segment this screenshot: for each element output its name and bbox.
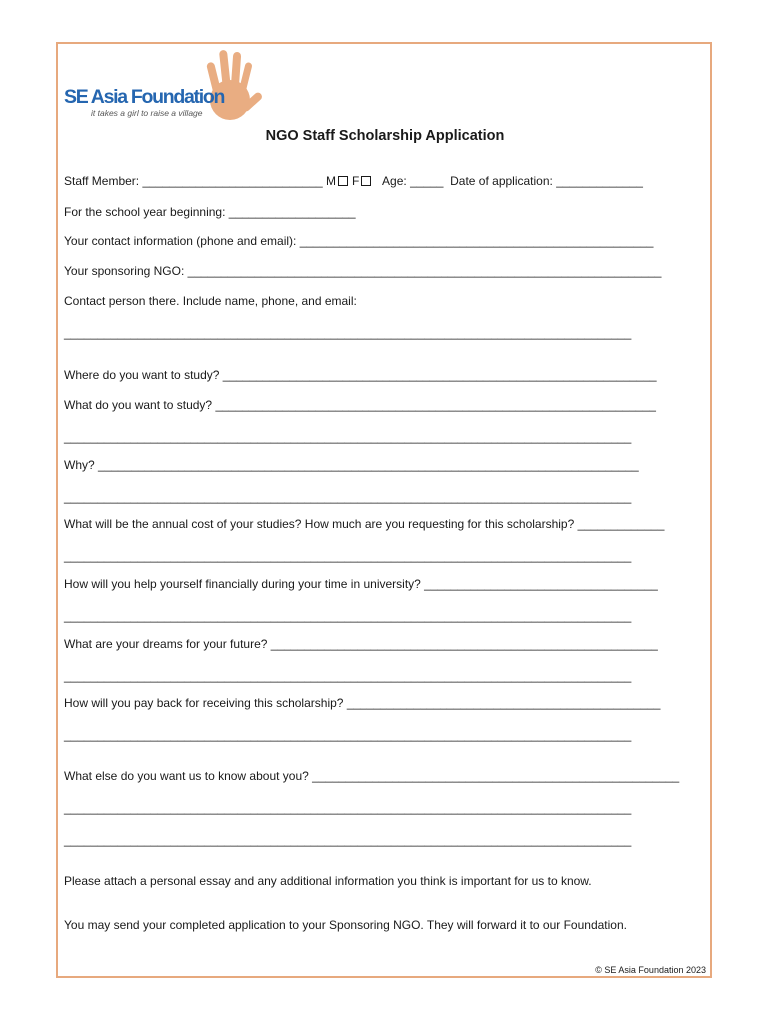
cost-field[interactable]: _____________ [577, 517, 665, 531]
dreams-label: What are your dreams for your future? [64, 637, 268, 651]
school-year-field[interactable]: ___________________ [228, 205, 356, 219]
dreams-row [64, 637, 658, 651]
male-checkbox[interactable] [338, 176, 348, 186]
male-label: M [326, 174, 337, 188]
page-title: NGO Staff Scholarship Application [265, 128, 505, 144]
what-field-2[interactable]: _____________________________________________________________________________________ [64, 430, 632, 444]
attach-note: Please attach a personal essay and any additional information you think is important for us to know. [64, 874, 592, 888]
ngo-field[interactable]: _______________________________________________________________________ [187, 264, 662, 278]
staff-member-field[interactable]: ___________________________ [142, 174, 323, 188]
org-tagline: it takes a girl to raise a village [91, 108, 203, 118]
dreams-field-2[interactable]: _____________________________________________________________________________________ [64, 669, 632, 683]
cost-field-2[interactable]: _____________________________________________________________________________________ [64, 549, 632, 563]
what-label: What do you want to study? [64, 398, 213, 412]
why-field[interactable]: _________________________________________________________________________________ [98, 458, 639, 472]
age-label: Age: [382, 174, 407, 188]
date-label: Date of application: [450, 174, 553, 188]
contact-row [64, 234, 653, 248]
cost-label: What will be the annual cost of your studies? How much are you requesting for this scholarship? [64, 517, 575, 531]
where-label: Where do you want to study? [64, 368, 220, 382]
why-label: Why? [64, 458, 95, 472]
female-label: F [352, 174, 360, 188]
copyright: © SE Asia Foundation 2023 [595, 965, 706, 975]
contact-person-label: Contact person there. Include name, phone, and email: [64, 294, 357, 308]
staff-member-label: Staff Member: [64, 174, 140, 188]
dreams-field[interactable]: __________________________________________________________ [270, 637, 658, 651]
org-name: SE Asia Foundation [64, 86, 225, 108]
finance-row [64, 577, 658, 591]
age-field[interactable]: _____ [410, 174, 444, 188]
ngo-row [64, 264, 661, 278]
else-field-2[interactable]: _____________________________________________________________________________________ [64, 801, 632, 815]
ngo-label: Your sponsoring NGO: [64, 264, 185, 278]
where-field[interactable]: _________________________________________________________________ [222, 368, 657, 382]
finance-field-2[interactable]: _____________________________________________________________________________________ [64, 609, 632, 623]
else-label: What else do you want us to know about you? [64, 769, 309, 783]
contact-field[interactable]: _____________________________________________________ [299, 234, 654, 248]
send-note: You may send your completed application to your Sponsoring NGO. They will forward it to our Foundation. [64, 918, 627, 932]
why-row [64, 458, 639, 472]
what-row [64, 398, 656, 412]
female-checkbox[interactable] [361, 176, 371, 186]
why-field-2[interactable]: _____________________________________________________________________________________ [64, 490, 632, 504]
payback-field-2[interactable]: _____________________________________________________________________________________ [64, 728, 632, 742]
school-year-label: For the school year beginning: [64, 205, 226, 219]
finance-label: How will you help yourself financially during your time in university? [64, 577, 421, 591]
payback-row [64, 696, 660, 710]
staff-member-row [64, 174, 643, 188]
date-field[interactable]: _____________ [556, 174, 643, 188]
finance-field[interactable]: ___________________________________ [424, 577, 658, 591]
where-row [64, 368, 657, 382]
school-year-row [64, 205, 356, 219]
contact-person-field[interactable]: _____________________________________________________________________________________ [64, 326, 632, 340]
what-field[interactable]: __________________________________________________________________ [215, 398, 656, 412]
foundation-logo [62, 46, 272, 128]
payback-field[interactable]: _______________________________________________ [346, 696, 661, 710]
else-field-3[interactable]: _____________________________________________________________________________________ [64, 833, 632, 847]
else-field[interactable]: _______________________________________________________ [312, 769, 680, 783]
contact-label: Your contact information (phone and email): [64, 234, 297, 248]
payback-label: How will you pay back for receiving this scholarship? [64, 696, 344, 710]
cost-row [64, 517, 664, 531]
else-row [64, 769, 679, 783]
